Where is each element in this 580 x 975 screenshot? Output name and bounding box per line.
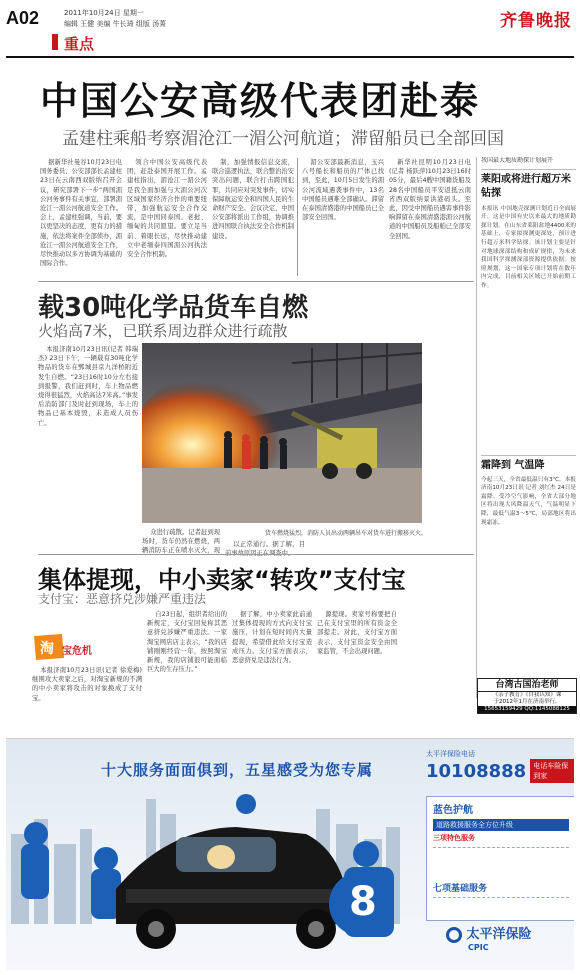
sidebar-headline-drilling: 莱阳或将进行超万米钻探 bbox=[481, 173, 571, 199]
insurer-en: CPIC bbox=[468, 942, 489, 952]
badge-main-char: 淘 bbox=[40, 641, 54, 657]
classified-ad-phone: 15653159429 QQ:1145088125 bbox=[478, 706, 576, 713]
photo-caption: 货车燃烧猛烈，消防人员出动两辆吊车对货车进行搬移灭火。 bbox=[265, 530, 428, 537]
truck-subhead: 火焰高7米，已联系周边群众进行疏散 bbox=[38, 322, 288, 340]
truck-headline: 载30吨化学品货车自燃 bbox=[38, 293, 309, 323]
panel-upgrade-text: 道路救援服务全方位升级 bbox=[433, 819, 569, 831]
hotline-number: 10108888 bbox=[426, 760, 527, 782]
truck-column-2: 众进行疏散。记者赶到现场时，货车仍然在燃烧，两辆消防车正在喷水灭火，现 bbox=[142, 529, 220, 555]
lead-column-5: 新华社昆明10月23日电(记者 杨跃萍)10月23日16时05分，最后4艘中国籍货船及28名中国船员平安返抵云南省西双版纳景洪港码头。至此，因受中国船员遇害事件影响滞留在泰国清盛港湄公河航道的中国船员及船舶已全部安全回国。 bbox=[389, 159, 471, 240]
hotline-block bbox=[426, 749, 574, 795]
section-title: 重点 bbox=[64, 35, 95, 53]
insurer-logo bbox=[446, 923, 532, 952]
page-header bbox=[0, 0, 580, 60]
editor-credits: 编辑 王健 美编 牛长琦 组版 汤菁 bbox=[64, 20, 167, 28]
taobao-crisis-badge bbox=[32, 632, 92, 662]
issue-date: 2011年10月24日 星期一 bbox=[64, 9, 144, 17]
issue-meta bbox=[64, 8, 166, 30]
feature-column-3: 据了解，中小卖家此前通过集体提现的方式向支付宝施压，计划在短时间内大量提现，希望借此给支付宝造成压力。支付宝方面表示，恶意挤兑是违法行为。 bbox=[232, 611, 312, 665]
truck-column-3: 以正常通行。据了解，目 bbox=[233, 541, 305, 548]
feature-subhead: 支付宝：恶意挤兑涉嫌严重违法 bbox=[38, 592, 207, 606]
column-divider bbox=[297, 158, 298, 276]
lead-column-3: 制，加强情报信息交流，联合巡逻执法，联合整治治安突出问题，联合打击跨国犯罪，共同应对突发事件，切实保障航运安全和四国人民的生命财产安全。会议决定，中国公安部将派出工作组，协调推进四国联合执法安全合作机制建设。 bbox=[212, 159, 294, 240]
lead-column-4: 湄公安部最新消息，玉兴八号船长和船员的尸体已找到，至此，10月5日发生的湄公河流域遇袭事件中，13名中国船员遇难全部确认。滞留在泰国清盛港的中国船员已全部安全回国。 bbox=[302, 159, 384, 222]
badge-label: 宝危机 bbox=[62, 646, 92, 657]
lead-column-2: 领合中国公安高级代表团，赶赴泰国开展工作。孟建柱指出，湄沧江一湄公河是我全面加强与大湄公河次区域国家经济合作的重要纽带，加强航运安全合作交流，是中国同泰国、老挝、缅甸的共同愿望。要立足当前、着眼长远，尽快推动建立中老缅泰四国湄公河执法安全合作机制。 bbox=[127, 159, 207, 259]
insurance-advertisement bbox=[6, 738, 574, 970]
section-marker bbox=[52, 34, 58, 50]
truck-fire-photo bbox=[142, 343, 422, 523]
sidebar-top-note: 我国最大地质勘探计划展开 bbox=[481, 157, 576, 170]
newspaper-logo: 齐鲁晚报 bbox=[500, 11, 572, 31]
lead-headline: 中国公安高级代表团赴泰 bbox=[40, 79, 481, 123]
panel-title-blue-escort: 蓝色护航 bbox=[433, 805, 473, 816]
lead-subhead: 孟建柱乘船考察湄沧江一湄公河航道；滞留船员已全部回国 bbox=[62, 129, 504, 149]
right-sidebar bbox=[476, 157, 576, 698]
classified-ad-line2: 于2012年1月在济南举行。 bbox=[493, 699, 561, 705]
story-divider-2 bbox=[38, 554, 474, 555]
story-divider bbox=[38, 281, 474, 282]
insurer-name: 太平洋保险 bbox=[466, 927, 532, 942]
feature-headline: 集体提现，中小卖家“转攻”支付宝 bbox=[38, 566, 406, 594]
sidebar-story-frost: 今起三天，全省最低温只有3℃。本报济南10月23日讯 记者 刘红杰 24日是霜降。受冷空气影响，全省大部分地区将出现大风降温天气，气温明显下降，最低气温3～5℃，局部地区将出现霜冻。 bbox=[481, 476, 576, 526]
sidebar-story-drilling: 本报讯 中国地壳探测计划近日全面展开，这是中国有史以来最大的地质勘探计划。在山东省莱阳盆地4400米的基础上，专家拟探测更深处，预计进行超万米科学钻探。该计划主要是针对地球深部结构和成矿规律，为未来我国科学探测深部资源提供依据。按照规划，这一国家专项计划将在数年内完成，目前相关区域已开始前期工作。 bbox=[481, 205, 576, 289]
cpic-logo-icon bbox=[446, 927, 462, 943]
classified-ad-line1: 《亲子教育》《自我认知》课 bbox=[492, 692, 562, 698]
car-number: 8 bbox=[349, 879, 377, 925]
truck-column-1: 本报济南10月23日讯(记者 韩瑞杰) 23日下午，一辆载有30吨化学物品的货车在鄄城县京九洋桥附近发生自燃。“23日16时10分左右接到报警，我们赶到时，车上物品燃烧得很猛烈，火焰高达7米高。”事发后消防部门及时赶到现场，车上的物品已基本烧毁，未造成人员伤亡。 bbox=[38, 346, 138, 427]
header-rule bbox=[6, 56, 574, 58]
service-panel bbox=[426, 796, 574, 921]
hotline-label: 太平洋保险电话 bbox=[426, 750, 475, 758]
lead-column-1: 据新华社曼谷10月23日电 国务委员、公安部部长孟建柱23日在云南西双版纳召开会议，研究部署下一步“两国湄公河务事件有关事宜，部署湄沧江一湄公河航道安全工作。会上，孟建柱强调，当前，要以更坚决的态度、更有力的措施，依法将案件全部侦办，湄沧江一湄公河航道安全工作，尽快推动以多方协调为基础的国际合作。 bbox=[40, 159, 122, 268]
hotline-tag: 电话车险保到家 bbox=[530, 759, 574, 783]
classified-ad bbox=[477, 678, 577, 714]
fire-scene-image bbox=[142, 343, 422, 523]
page-number: A02 bbox=[6, 8, 40, 28]
feature-column-4: 源提现。卖家号称要把自己在支付宝里的所有资金全部提走。对此，支付宝方面表示，支付宝资金安全由国家监管，不会出现问题。 bbox=[317, 611, 397, 655]
panel-title-basic: 七项基础服务 bbox=[433, 884, 488, 894]
panel-features-text: 三项特色服务 bbox=[433, 834, 475, 842]
classified-ad-title: 台湾古国治老师 bbox=[478, 679, 576, 692]
sidebar-headline-frost: 霜降到 气温降 bbox=[481, 459, 545, 471]
feature-column-2: 自23日起，组织者给出的新规定，支付宝回复称其恶意挤兑涉嫌严重违法。一家淘宝网店店主表示，“我的店铺刚刚经营一年，按照淘宝新规，我的店铺很可能面临巨大的生存压力。” bbox=[147, 611, 227, 674]
feature-column-1: 本报济南10月23日讯(记者 徐爱梅) 继围攻大卖家之后，对淘宝新规的不满的中小卖家将攻击的对象换成了支付宝。 bbox=[32, 667, 142, 702]
ad-headline: 十大服务面面俱到，五星感受为您专属 bbox=[101, 761, 374, 779]
